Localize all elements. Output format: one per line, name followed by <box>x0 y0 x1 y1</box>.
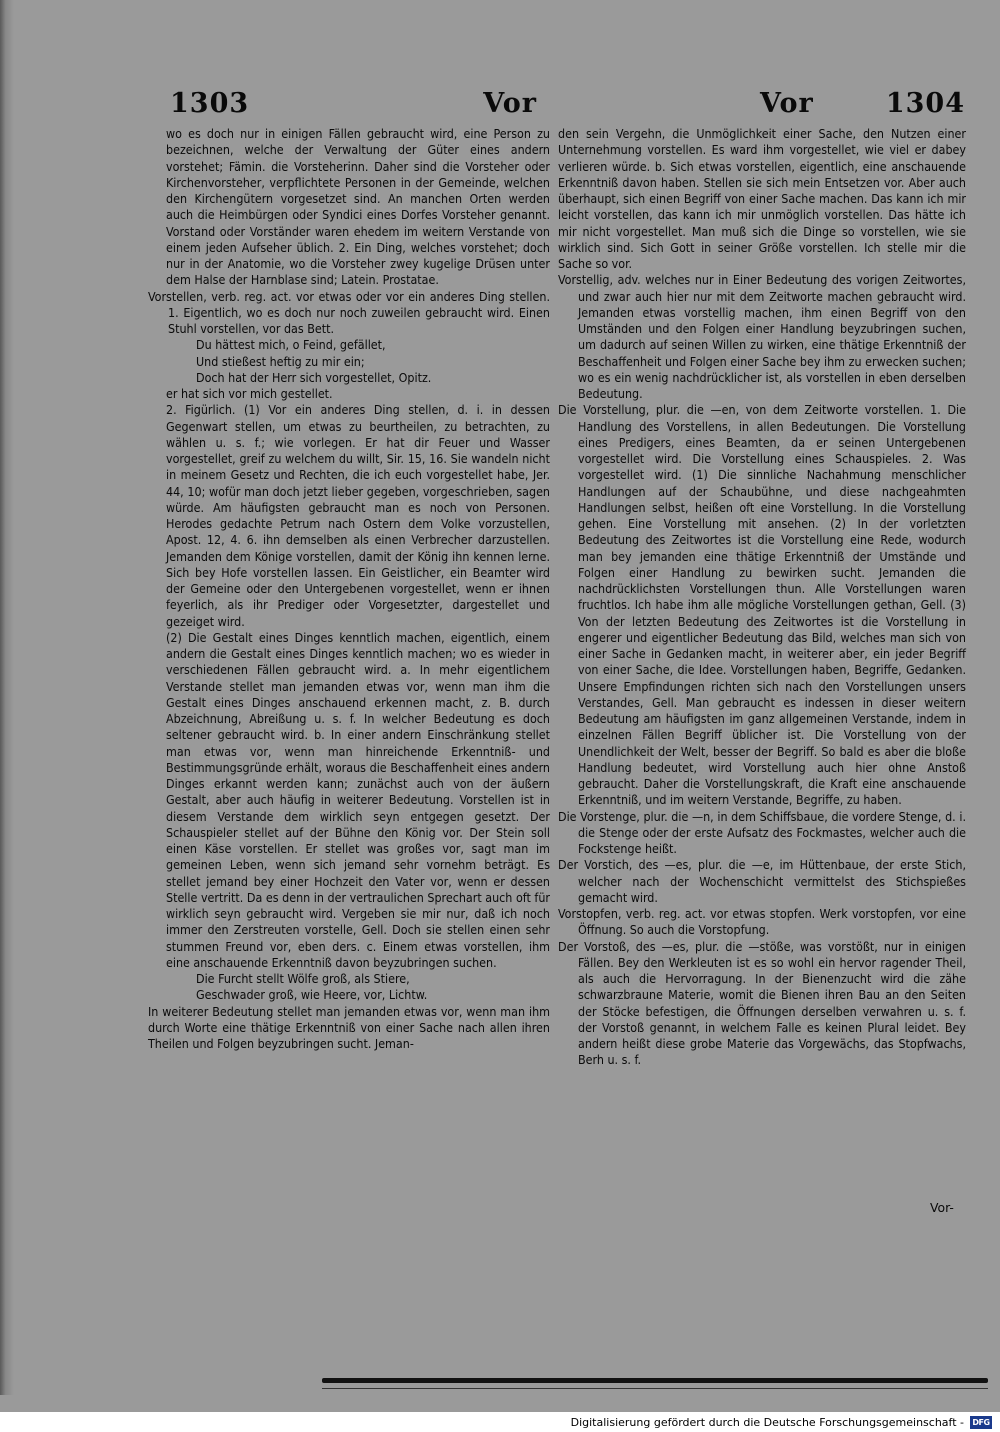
paragraph: Du hättest mich, o Feind, gefället, <box>196 337 386 353</box>
paragraph: wo es doch nur in einigen Fällen gebraucht wird, eine Person zu bezeichnen, welche der Verwaltung der Güter eines andern vorstehet; Fämin. die Vorsteherinn. Daher sind die Vorsteher oder Kirchenvorsteher, verpflichtete Personen in der Gemeinde, welchen den Kirchengütern vorgesetzet sind. An manchen Orten werden auch die Heimbürgen oder Syndici eines Dorfes Vorsteher genannt. Vorstand oder Vorständer waren ehedem im weitern Verstande von einem jeden Aufseher üblich. 2. Ein Ding, welches vorstehet; doch nur in der Anatomie, wo die Vorsteher zwey kugelige Drüsen unter dem Halse der Harnblase sind; Latein. Prostatae. <box>166 126 550 288</box>
catchword: Vor- <box>930 1200 954 1215</box>
page-header-right <box>760 88 965 119</box>
running-head-right: Vor <box>760 88 814 119</box>
paragraph: Vorstopfen, verb. reg. act. vor etwas stopfen. Werk vorstopfen, vor eine Öffnung. So auch die Vorstopfung. <box>558 906 966 938</box>
paragraph: Und stießest heftig zu mir ein; <box>196 353 365 369</box>
paragraph: Die Furcht stellt Wölfe groß, als Stiere, <box>196 971 410 986</box>
bottom-rule <box>322 1378 988 1383</box>
paragraph: den sein Vergehn, die Unmöglichkeit einer Sache, den Nutzen einer Unternehmung vorstellen. Es ward ihm vorgestellet, wie viel er dabey verlieren würde. b. Sich etwas vorstellen, eigentlich, eine anschauende Erkenntniß davon haben. Stellen sie sich mein Entsetzen vor. Aber auch überhaupt, sich einen Begriff von einer Sache machen. Das kann ich mir leicht vorstellen, das kann ich mir unmöglich vorstellen. Das hätte ich mir nicht vorgestellet. Man muß sich die Dinge so vorstellen, wie sie wirklich sind. Sich Gott in seiner Größe vorstellen. Ich stelle mir die Sache so vor. <box>558 126 966 271</box>
paragraph: Vorstellen, verb. reg. act. vor etwas oder vor ein anderes Ding stellen. 1. Eigentlich, wo es doch nur noch zuweilen gebraucht wird. Einen Stuhl vorstellen, vor das Bett. <box>148 288 550 336</box>
paragraph: Die Vorstenge, plur. die —n, in dem Schiffsbaue, die vordere Stenge, d. i. die Stenge oder der erste Aufsatz des Fockmastes, welcher auch die Fockstenge heißt. <box>558 808 966 856</box>
footer-bar <box>0 1412 1000 1432</box>
paragraph: Doch hat der Herr sich vorgestellet, Opitz. <box>196 369 432 385</box>
running-head-left: Vor <box>483 88 537 119</box>
bottom-rule-thin <box>322 1388 988 1389</box>
right-text-column <box>558 126 966 1069</box>
paragraph: Der Vorstoß, des —es, plur. die —stöße, was vorstößt, nur in einigen Fällen. Bey den Werkleuten ist es so wohl ein hervor ragender Theil, als auch die Hervorragung. In der Bienenzucht wird die zähe schwarzbraune Materie, womit die Bienen ihren Bau an den Seiten der Stöcke befestigen, die Öffnungen derselben verwahren u. s. f. der Vorstoß genannt, in welchem Falle es keinen Plural leidet. Bey andern heißt diese grobe Materie das Vorgewächs, das Stopfwachs, Berh u. s. f. <box>558 938 966 1068</box>
paragraph: (2) Die Gestalt eines Dinges kenntlich machen, eigentlich, einem andern die Gestalt eines Dinges kenntlich machen; wo es wieder in verschiedenen Fällen gebraucht wird. a. In mehr eigentlichem Verstande stellet man jemanden etwas vor, wenn man ihm die Gestalt eines Dinges anschauend erkennen macht, z. B. durch Abzeichnung, Abreißung u. s. f. In welcher Bedeutung es doch seltener gebraucht wird. b. In einer andern Einschränkung stellet man etwas vor, wenn man hinreichende Erkenntniß- und Bestimmungsgründe erhält, woraus die Beschaffenheit eines andern Dinges erkannt werden kann; zunächst auch von der äußern Gestalt, aber auch häufig in weiterer Bedeutung. Vorstellen ist in diesem Verstande dem wirklich seyn entgegen gesetzt. Der Schauspieler stellet auf der Bühne den König vor. Der Stein soll einen Käse vorstellen. Er stellet was großes vor, sagt man im gemeinen Leben, wenn sich jemand sehr vornehm beträgt. Es stellet jemand bey einer Hochzeit den Vater vor, wenn er dessen Stelle vertritt. Da es denn in der vertraulichen Sprechart auch oft für wirklich seyn gebraucht wird. Vergeben sie mir nur, daß ich noch immer den Zerstreuten vorstelle, Gell. Doch sie stellen einen sehr stummen Freund vor, eben ders. c. Einem etwas vorstellen, ihm eine anschauende Erkenntniß davon beyzubringen suchen. <box>166 629 550 970</box>
dfg-logo: DFG <box>970 1416 992 1429</box>
page-number-right: 1304 <box>885 88 965 119</box>
paragraph: Die Vorstellung, plur. die —en, von dem Zeitworte vorstellen. 1. Die Handlung des Vorstellens, in allen Bedeutungen. Die Vorstellung eines Predigers, eines Beamten, da er seinen Untergebenen vorgestellet wird. Die Vorstellung eines Schauspieles. 2. Was vorgestellet wird. (1) Die sinnliche Nachahmung menschlicher Handlungen auf der Schaubühne, und diese nachgeahmten Handlungen selbst, heißen oft eine Vorstellung. In die Vorstellung gehen. Eine Vorstellung mit ansehen. (2) In der vorletzten Bedeutung des Zeitwortes ist die Vorstellung eine Rede, wodurch man bey jemanden eine thätige Erkenntniß der Umstände und Folgen einer Handlung zu bewirken sucht. Jemanden die nachdrücklichsten Vorstellungen thun. Alle Vorstellungen waren fruchtlos. Ich habe ihm alle mögliche Vorstellungen gethan, Gell. (3) Von der letzten Bedeutung des Zeitwortes ist die Vorstellung in engerer und eigentlicher Bedeutung das Bild, welches man sich von einer Sache in Gedanken macht, in weiterer aber, ein jeder Begriff von einer Sache, die Idee. Vorstellungen haben, Begriffe, Gedanken. Unsere Empfindungen richten sich nach den Vorstellungen unsers Verstandes, Gell. Man gebraucht es indessen in dieser weitern Bedeutung am häufigsten im ganz allgemeinen Verstande, indem in einzelnen Fällen Begriff üblicher ist. Die Vorstellung von der Unendlichkeit der Welt, besser der Begriff. So bald es aber die bloße Handlung bedeutet, wird Vorstellung auch hier ohne Anstoß gebraucht. Daher die Vorstellungskraft, die Kraft eine anschauende Erkenntniß, und im weitern Verstande, Begriffe, zu haben. <box>558 402 966 808</box>
paragraph: Geschwader groß, wie Heere, vor, Lichtw. <box>196 987 428 1003</box>
paragraph: 2. Figürlich. (1) Vor ein anderes Ding stellen, d. i. in dessen Gegenwart stellen, um etwas zu beurtheilen, zu betrachten, zu wählen u. s. f.; wie vorlegen. Er hat dir Feuer und Wasser vorgestellet, greif zu welchem du willt, Sir. 15, 16. Sie wandeln nicht in meinem Gesetz und Rechten, die ich euch vorgestellet habe, Jer. 44, 10; wofür man doch jetzt lieber gegeben, vorgeschrieben, sagen würde. Am häufigsten gebraucht man es noch von Personen. Herodes gedachte Petrum nach Ostern dem Volke vorzustellen, Apost. 12, 4. 6. ihn demselben als einen Verbrecher darzustellen. Jemanden dem Könige vorstellen, damit der König ihn kennen lerne. Sich bey Hofe vorstellen lassen. Ein Geistlicher, ein Beamter wird der Gemeine oder den Untergebenen vorgestellet, wenn er ihnen feyerlich, als ihr Prediger oder Vorgesetzter, dargestellet und gezeiget wird. <box>166 402 550 629</box>
paragraph: Vorstellig, adv. welches nur in Einer Bedeutung des vorigen Zeitwortes, und zwar auch hier nur mit dem Zeitworte machen gebraucht wird. Jemanden etwas vorstellig machen, ihm einen Begriff von den Umständen und den Folgen einer Handlung beyzubringen suchen, um dadurch auf seinen Willen zu wirken, eine thätige Erkenntniß der Beschaffenheit und Folgen einer Sache bey ihm zu erwecken suchen; wo es ein wenig nachdrücklicher ist, als vorstellen in eben derselben Bedeutung. <box>558 272 966 401</box>
paragraph: er hat sich vor mich gestellet. <box>166 386 333 401</box>
paragraph: Der Vorstich, des —es, plur. die —e, im Hüttenbaue, der erste Stich, welcher nach der Wochenschicht vermittelst des Stichspießes gemacht wird. <box>558 857 966 905</box>
left-text-column <box>148 126 550 1052</box>
scan-edge <box>0 0 14 1395</box>
funding-notice: Digitalisierung gefördert durch die Deutsche Forschungsgemeinschaft - <box>570 1415 964 1429</box>
page-number-left: 1303 <box>170 88 250 119</box>
page-header-left <box>170 88 555 119</box>
paragraph: In weiterer Bedeutung stellet man jemanden etwas vor, wenn man ihm durch Worte eine thätige Erkenntniß von einer Sache nach allen ihren Theilen und Folgen beyzubringen sucht. Jeman- <box>148 1003 550 1051</box>
